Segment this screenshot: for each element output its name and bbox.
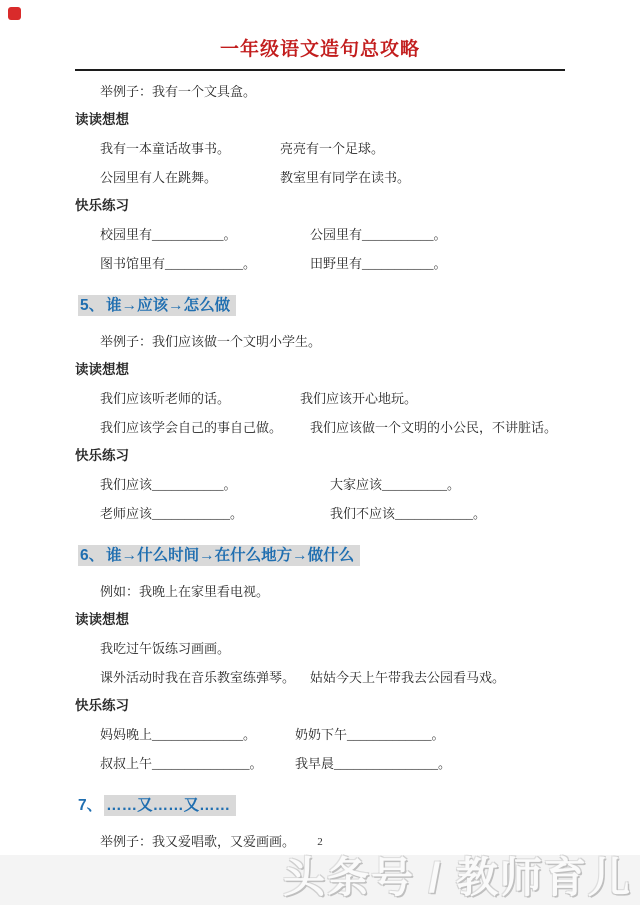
section-number: 5、 xyxy=(80,297,105,314)
example-sentence: 举例子：我有一个文具盒。 xyxy=(100,84,257,99)
sentence-cell: 亮亮有一个足球。 xyxy=(280,141,385,156)
section-number: 7、 xyxy=(78,797,103,814)
sentence-cell: 我们应该听老师的话。 xyxy=(100,391,231,406)
practice-blank: 公园里有___________。 xyxy=(310,227,447,242)
practice-row xyxy=(100,726,640,743)
practice-row xyxy=(100,476,640,493)
section-6-heading-highlight xyxy=(78,545,360,566)
practice-blank: 奶奶下午_____________。 xyxy=(295,727,445,742)
practice-blank: 我们应该___________。 xyxy=(100,477,237,492)
practice-row xyxy=(100,255,640,272)
practice-blank: 图书馆里有____________。 xyxy=(100,256,257,271)
practice-row xyxy=(100,505,640,522)
example-sentence: 举例子：我又爱唱歌，又爱画画。 xyxy=(100,834,296,849)
sentence-cell: 我们应该学会自己的事自己做。 xyxy=(100,420,283,435)
example-sentence: 举例子：我们应该做一个文明小学生。 xyxy=(100,334,322,349)
read-think-label: 读读想想 xyxy=(75,362,129,377)
practice-label: 快乐练习 xyxy=(75,698,129,713)
sentence-cell: 教室里有同学在读书。 xyxy=(280,170,411,185)
practice-row xyxy=(100,226,640,243)
section-number: 6、 xyxy=(80,547,105,564)
section-title: 谁→什么时间→在什么地方→做什么 xyxy=(106,547,355,564)
read-think-label: 读读想想 xyxy=(75,112,129,127)
section-6-heading xyxy=(78,544,640,568)
sentence-cell: 我们应该开心地玩。 xyxy=(300,391,418,406)
practice-blank: 校园里有___________。 xyxy=(100,227,237,242)
practice-blank: 我们不应该____________。 xyxy=(330,506,487,521)
practice-blank: 我早晨________________。 xyxy=(295,756,452,771)
sentence-cell: 姑姑今天上午带我去公园看马戏。 xyxy=(310,670,506,685)
sentence-row xyxy=(100,169,640,186)
section-5-heading xyxy=(78,294,640,318)
practice-label: 快乐练习 xyxy=(75,198,129,213)
sentence-row xyxy=(100,140,640,157)
practice-blank: 叔叔上午_______________。 xyxy=(100,756,263,771)
practice-label: 快乐练习 xyxy=(75,448,129,463)
sentence-row xyxy=(100,390,640,407)
section-5-heading-highlight xyxy=(78,295,236,316)
sentence-row xyxy=(100,419,640,436)
red-badge-icon xyxy=(8,7,21,20)
practice-blank: 老师应该____________。 xyxy=(100,506,244,521)
sentence-row xyxy=(100,640,640,657)
section-7-heading-highlight: ……又……又…… xyxy=(104,795,236,816)
section-7-heading xyxy=(78,794,640,818)
practice-blank: 田野里有___________。 xyxy=(310,256,447,271)
practice-row xyxy=(100,755,640,772)
title-divider xyxy=(75,69,565,71)
page-title: 一年级语文造句总攻略 xyxy=(219,39,420,60)
practice-blank: 大家应该__________。 xyxy=(330,477,461,492)
sentence-cell: 我吃过午饭练习画画。 xyxy=(100,641,231,656)
sentence-row xyxy=(100,669,640,686)
sentence-cell: 我们应该做一个文明的小公民，不讲脏话。 xyxy=(310,420,558,435)
sentence-cell: 公园里有人在跳舞。 xyxy=(100,170,218,185)
section-title: 谁→应该→怎么做 xyxy=(106,297,231,314)
example-sentence: 例如：我晚上在家里看电视。 xyxy=(100,584,270,599)
practice-blank: 妈妈晚上______________。 xyxy=(100,727,257,742)
sentence-cell: 课外活动时我在音乐教室练弹琴。 xyxy=(100,670,296,685)
sentence-cell xyxy=(310,640,640,657)
watermark-toutiao: 头条号 / 教师育儿 xyxy=(282,854,632,901)
page-number: 2 xyxy=(317,836,323,848)
read-think-label: 读读想想 xyxy=(75,612,129,627)
sentence-cell: 我有一本童话故事书。 xyxy=(100,141,231,156)
